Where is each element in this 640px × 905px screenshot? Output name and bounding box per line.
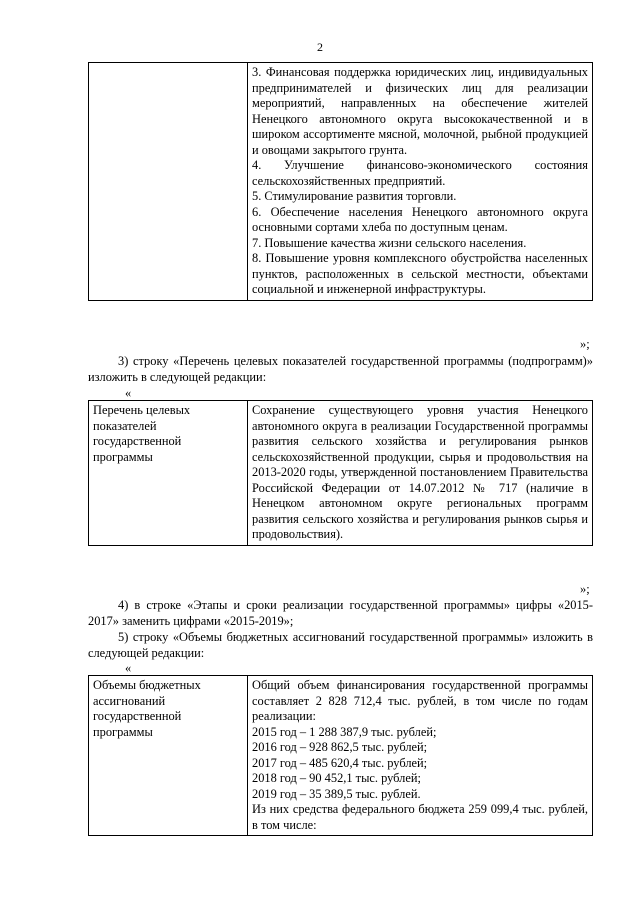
closing-quote-mark: »; xyxy=(580,337,590,351)
budget-year-2017: 2017 год – 485 620,4 тыс. рублей; xyxy=(252,755,428,770)
table-row xyxy=(89,676,593,836)
goals-table xyxy=(88,62,593,301)
goals-list-cell xyxy=(248,63,593,301)
table-row xyxy=(89,63,593,301)
budget-year-2016: 2016 год – 928 862,5 тыс. рублей; xyxy=(252,740,428,754)
paragraph-3: 3) строку «Перечень целевых показателей государственной программы (подпрограмм)» изложить в следующей редакции: xyxy=(88,354,593,384)
list-item: 4. Улучшение финансово-экономического состояния сельскохозяйственных предприятий. xyxy=(252,158,588,188)
budget-year-2018: 2018 год – 90 452,1 тыс. рублей; xyxy=(252,771,421,785)
budget-year-2019: 2019 год – 35 389,5 тыс. рублей. xyxy=(252,786,421,801)
budget-table xyxy=(88,675,593,836)
list-item: 8. Повышение уровня комплексного обустройства населенных пунктов, расположенных в сельской местности, объектами социальной и инженерной инфраструктуры. xyxy=(252,251,588,296)
list-item: 7. Повышение качества жизни сельского населения. xyxy=(252,235,527,250)
paragraph-5: 5) строку «Объемы бюджетных ассигнований государственной программы» изложить в следующей редакции: xyxy=(88,630,593,660)
budget-intro: Общий объем финансирования государственной программы составляет 2 828 712,4 тыс. рублей, в том числе по годам реализации: xyxy=(252,678,588,723)
budget-label-cell: Объемы бюджетных ассигнований государственной программы xyxy=(89,676,248,836)
budget-federal: Из них средства федерального бюджета 259 099,4 тыс. рублей, в том числе: xyxy=(252,802,588,832)
indicators-value-cell: Сохранение существующего уровня участия Ненецкого автономного округа в реализации Государственной программы развития сельского хозяйства и регулирования рынков сельскохозяйственной продукции, сырья и продовольствия на 2013-2020 годы, утвержденной постановлением Правительства Российской Федерации от 14.07.2012 № 717 (наличие в Ненецком автономном округе региональных программ развития сельского хозяйства и регулирования рынков сырья и продовольствия). xyxy=(248,401,593,546)
list-item: 5. Стимулирование развития торговли. xyxy=(252,189,457,203)
opening-quote-mark: « xyxy=(125,661,132,675)
paragraph-4: 4) в строке «Этапы и сроки реализации государственной программы» цифры «2015-2017» заменить цифрами «2015-2019»; xyxy=(88,598,593,628)
opening-quote-mark: « xyxy=(125,386,132,400)
indicators-table xyxy=(88,400,593,546)
closing-quote-mark: »; xyxy=(580,582,590,596)
page-number: 2 xyxy=(317,40,323,54)
budget-year-2015: 2015 год – 1 288 387,9 тыс. рублей; xyxy=(252,724,437,739)
empty-label-cell xyxy=(89,63,248,301)
indicators-label-cell: Перечень целевых показателей государственной программы xyxy=(89,401,248,546)
table-row xyxy=(89,401,593,546)
list-item: 3. Финансовая поддержка юридических лиц, индивидуальных предпринимателей и физических лиц для реализации мероприятий, направленных на обеспечение жителей Ненецкого автономного округа высококачественной и в широком ассортименте мясной, молочной, рыбной продукцией и овощами закрытого грунта. xyxy=(252,65,588,157)
budget-value-cell xyxy=(248,676,593,836)
list-item: 6. Обеспечение населения Ненецкого автономного округа основными сортами хлеба по доступным ценам. xyxy=(252,204,588,234)
